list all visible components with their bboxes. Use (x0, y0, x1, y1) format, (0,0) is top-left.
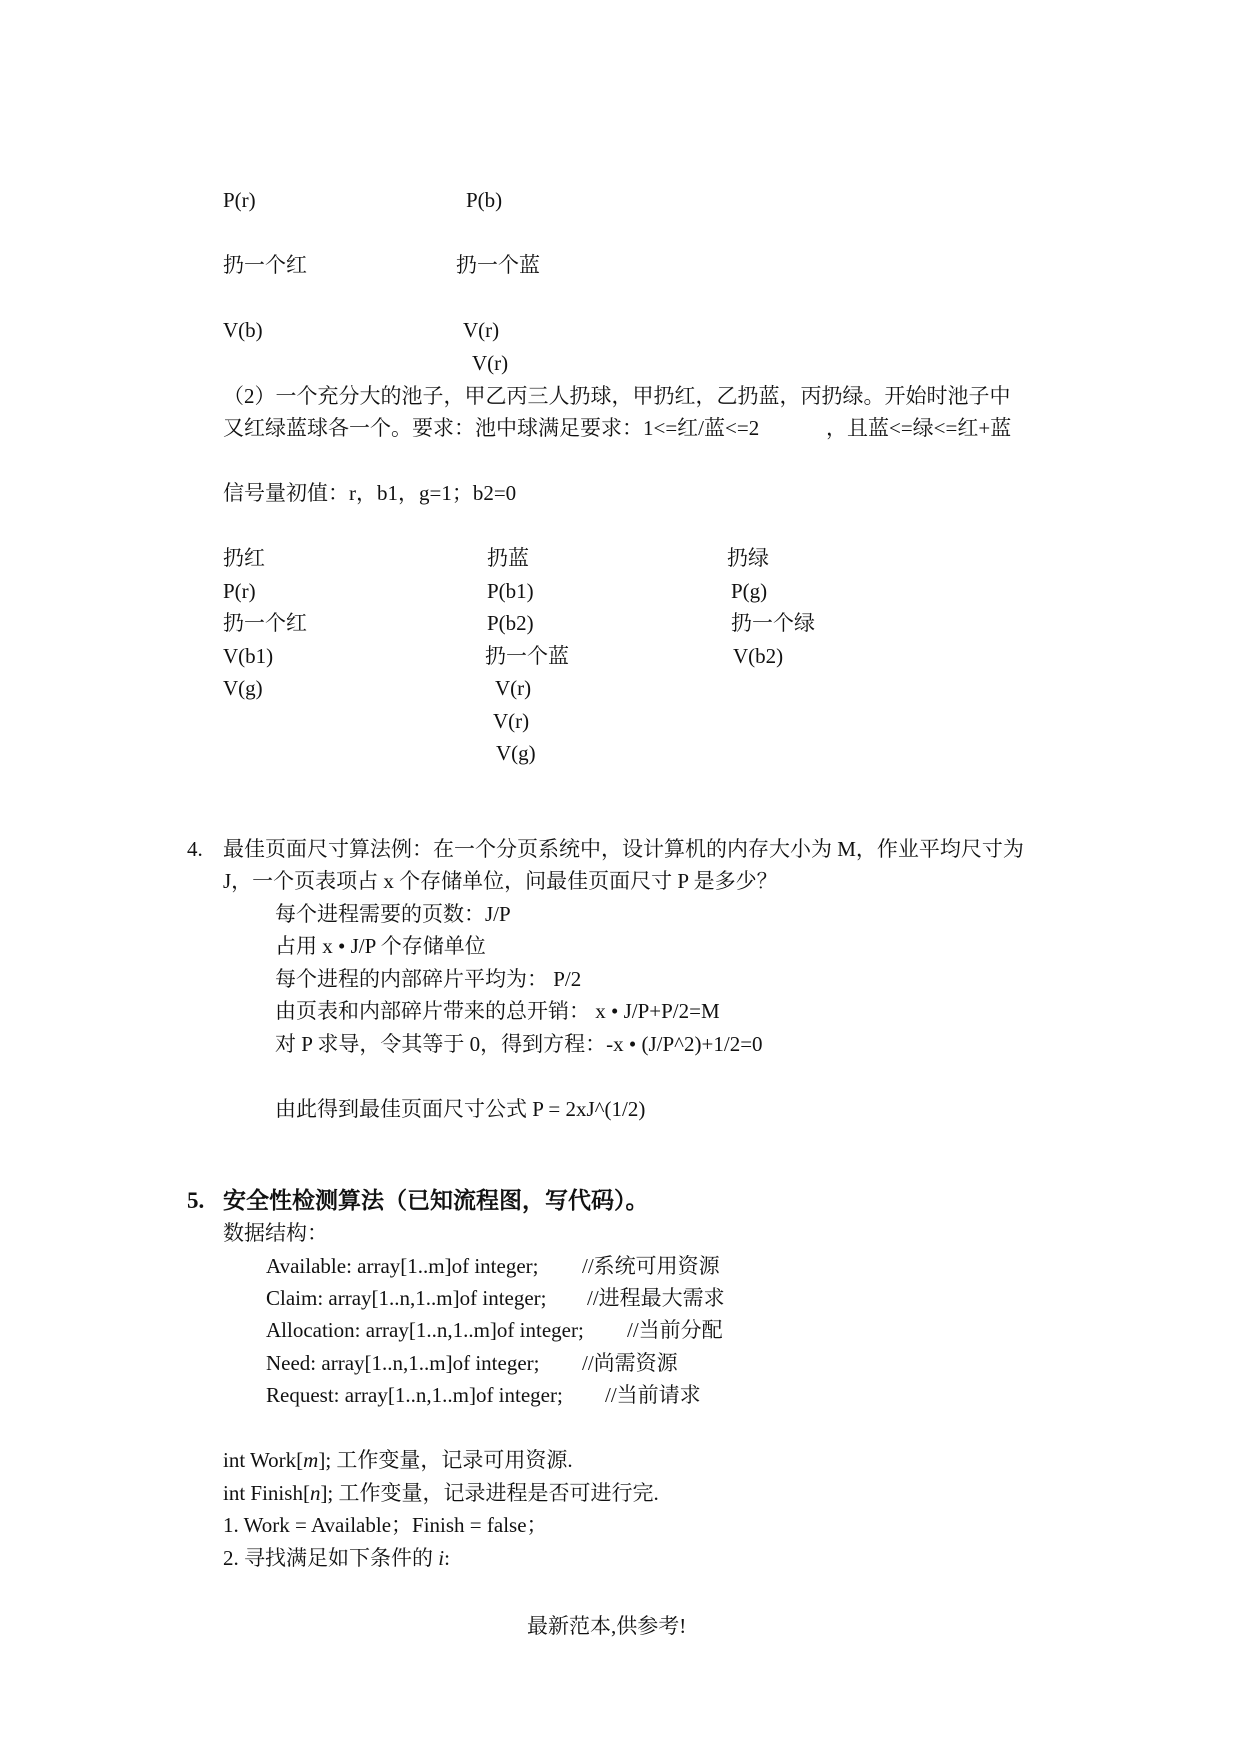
blue-col-3: 扔一个蓝 (485, 644, 569, 668)
blue-col-1: P(b1) (487, 579, 534, 603)
section4-step-4: 由页表和内部碎片带来的总开销： x • J/P+P/2=M (275, 999, 720, 1023)
struct-decl-request: Request: array[1..n,1..m]of integer; (266, 1383, 563, 1407)
struct-comment-claim: //进程最大需求 (587, 1286, 725, 1310)
finish-line-b: ]; 工作变量，记录进程是否可进行完. (320, 1481, 659, 1505)
step2-line-a: 2. 寻找满足如下条件的 (223, 1546, 439, 1570)
finish-var: n (309, 1481, 321, 1505)
blue-col-2: P(b2) (487, 611, 534, 635)
section5-title: 安全性检测算法（已知流程图，写代码）。 (223, 1188, 649, 1213)
red-col-4: V(g) (223, 676, 263, 700)
section4-line2: J，一个页表项占 x 个存储单位，问最佳页面尺寸 P 是多少？ (223, 869, 778, 893)
green-col-3: V(b2) (733, 644, 784, 668)
red-col-1: P(r) (223, 579, 256, 603)
problem2-line2a: 又红绿蓝球各一个。要求：池中球满足要求：1<=红/蓝<=2 (223, 416, 760, 440)
blue-col-6: V(g) (496, 741, 536, 765)
work-line (223, 1448, 573, 1472)
section4-step-5: 对 P 求导，令其等于 0，得到方程：-x • (J/P^2)+1/2=0 (275, 1032, 763, 1056)
section4-number: 4. (187, 837, 203, 861)
b1-r1-c1: P(r) (223, 188, 256, 212)
red-col-0: 扔红 (223, 546, 265, 570)
blue-col-0: 扔蓝 (487, 546, 529, 570)
struct-comment-need: //尚需资源 (582, 1351, 678, 1375)
b1-r3-c2: V(r) (463, 318, 500, 342)
struct-decl-available: Available: array[1..m]of integer; (266, 1254, 539, 1278)
step1-line: 1. Work = Available；Finish = false； (223, 1513, 548, 1537)
green-col-1: P(g) (731, 579, 768, 603)
section4-step-3: 每个进程的内部碎片平均为： P/2 (275, 967, 582, 991)
page-footer: 最新范本,供参考! (527, 1614, 687, 1638)
struct-decl-claim: Claim: array[1..n,1..m]of integer; (266, 1286, 547, 1310)
work-var: m (303, 1448, 319, 1472)
green-col-2: 扔一个绿 (731, 611, 815, 635)
struct-decl-need: Need: array[1..n,1..m]of integer; (266, 1351, 540, 1375)
step2-line (223, 1546, 450, 1570)
problem2-init: 信号量初值：r，b1，g=1；b2=0 (223, 481, 517, 505)
work-line-b: ]; 工作变量，记录可用资源. (318, 1448, 573, 1472)
b1-r1-c2: P(b) (466, 188, 503, 212)
section5-number: 5. (187, 1188, 205, 1213)
b1-r2-c1: 扔一个红 (223, 253, 307, 277)
struct-decl-allocation: Allocation: array[1..n,1..m]of integer; (266, 1318, 584, 1342)
section5-ds-label: 数据结构： (223, 1221, 328, 1245)
struct-comment-request: //当前请求 (605, 1383, 701, 1407)
work-line-a: int Work[ (223, 1448, 304, 1472)
section4-step-2: 占用 x • J/P 个存储单位 (275, 934, 486, 958)
step2-var: i (438, 1546, 445, 1570)
struct-comment-available: //系统可用资源 (582, 1254, 720, 1278)
b1-r4-c2: V(r) (472, 351, 509, 375)
b1-r2-c2: 扔一个蓝 (456, 253, 540, 277)
section4-line1: 最佳页面尺寸算法例：在一个分页系统中，设计算机的内存大小为 M，作业平均尺寸为 (223, 837, 1024, 861)
finish-line-a: int Finish[ (223, 1481, 310, 1505)
section4-conclusion: 由此得到最佳页面尺寸公式 P = 2xJ^(1/2) (275, 1097, 646, 1121)
section4-step-1: 每个进程需要的页数：J/P (275, 902, 511, 926)
struct-comment-allocation: //当前分配 (627, 1318, 723, 1342)
blue-col-4: V(r) (495, 676, 532, 700)
b1-r3-c1: V(b) (223, 318, 263, 342)
red-col-3: V(b1) (223, 644, 274, 668)
problem2-line2b: ，且蓝<=绿<=红+蓝 (826, 416, 1012, 440)
red-col-2: 扔一个红 (223, 611, 307, 635)
problem2-line1: （2）一个充分大的池子，甲乙丙三人扔球，甲扔红，乙扔蓝，丙扔绿。开始时池子中 (223, 384, 1011, 408)
step2-line-b: : (444, 1546, 450, 1570)
blue-col-5: V(r) (493, 709, 530, 733)
green-col-0: 扔绿 (727, 546, 769, 570)
finish-line (223, 1481, 659, 1505)
